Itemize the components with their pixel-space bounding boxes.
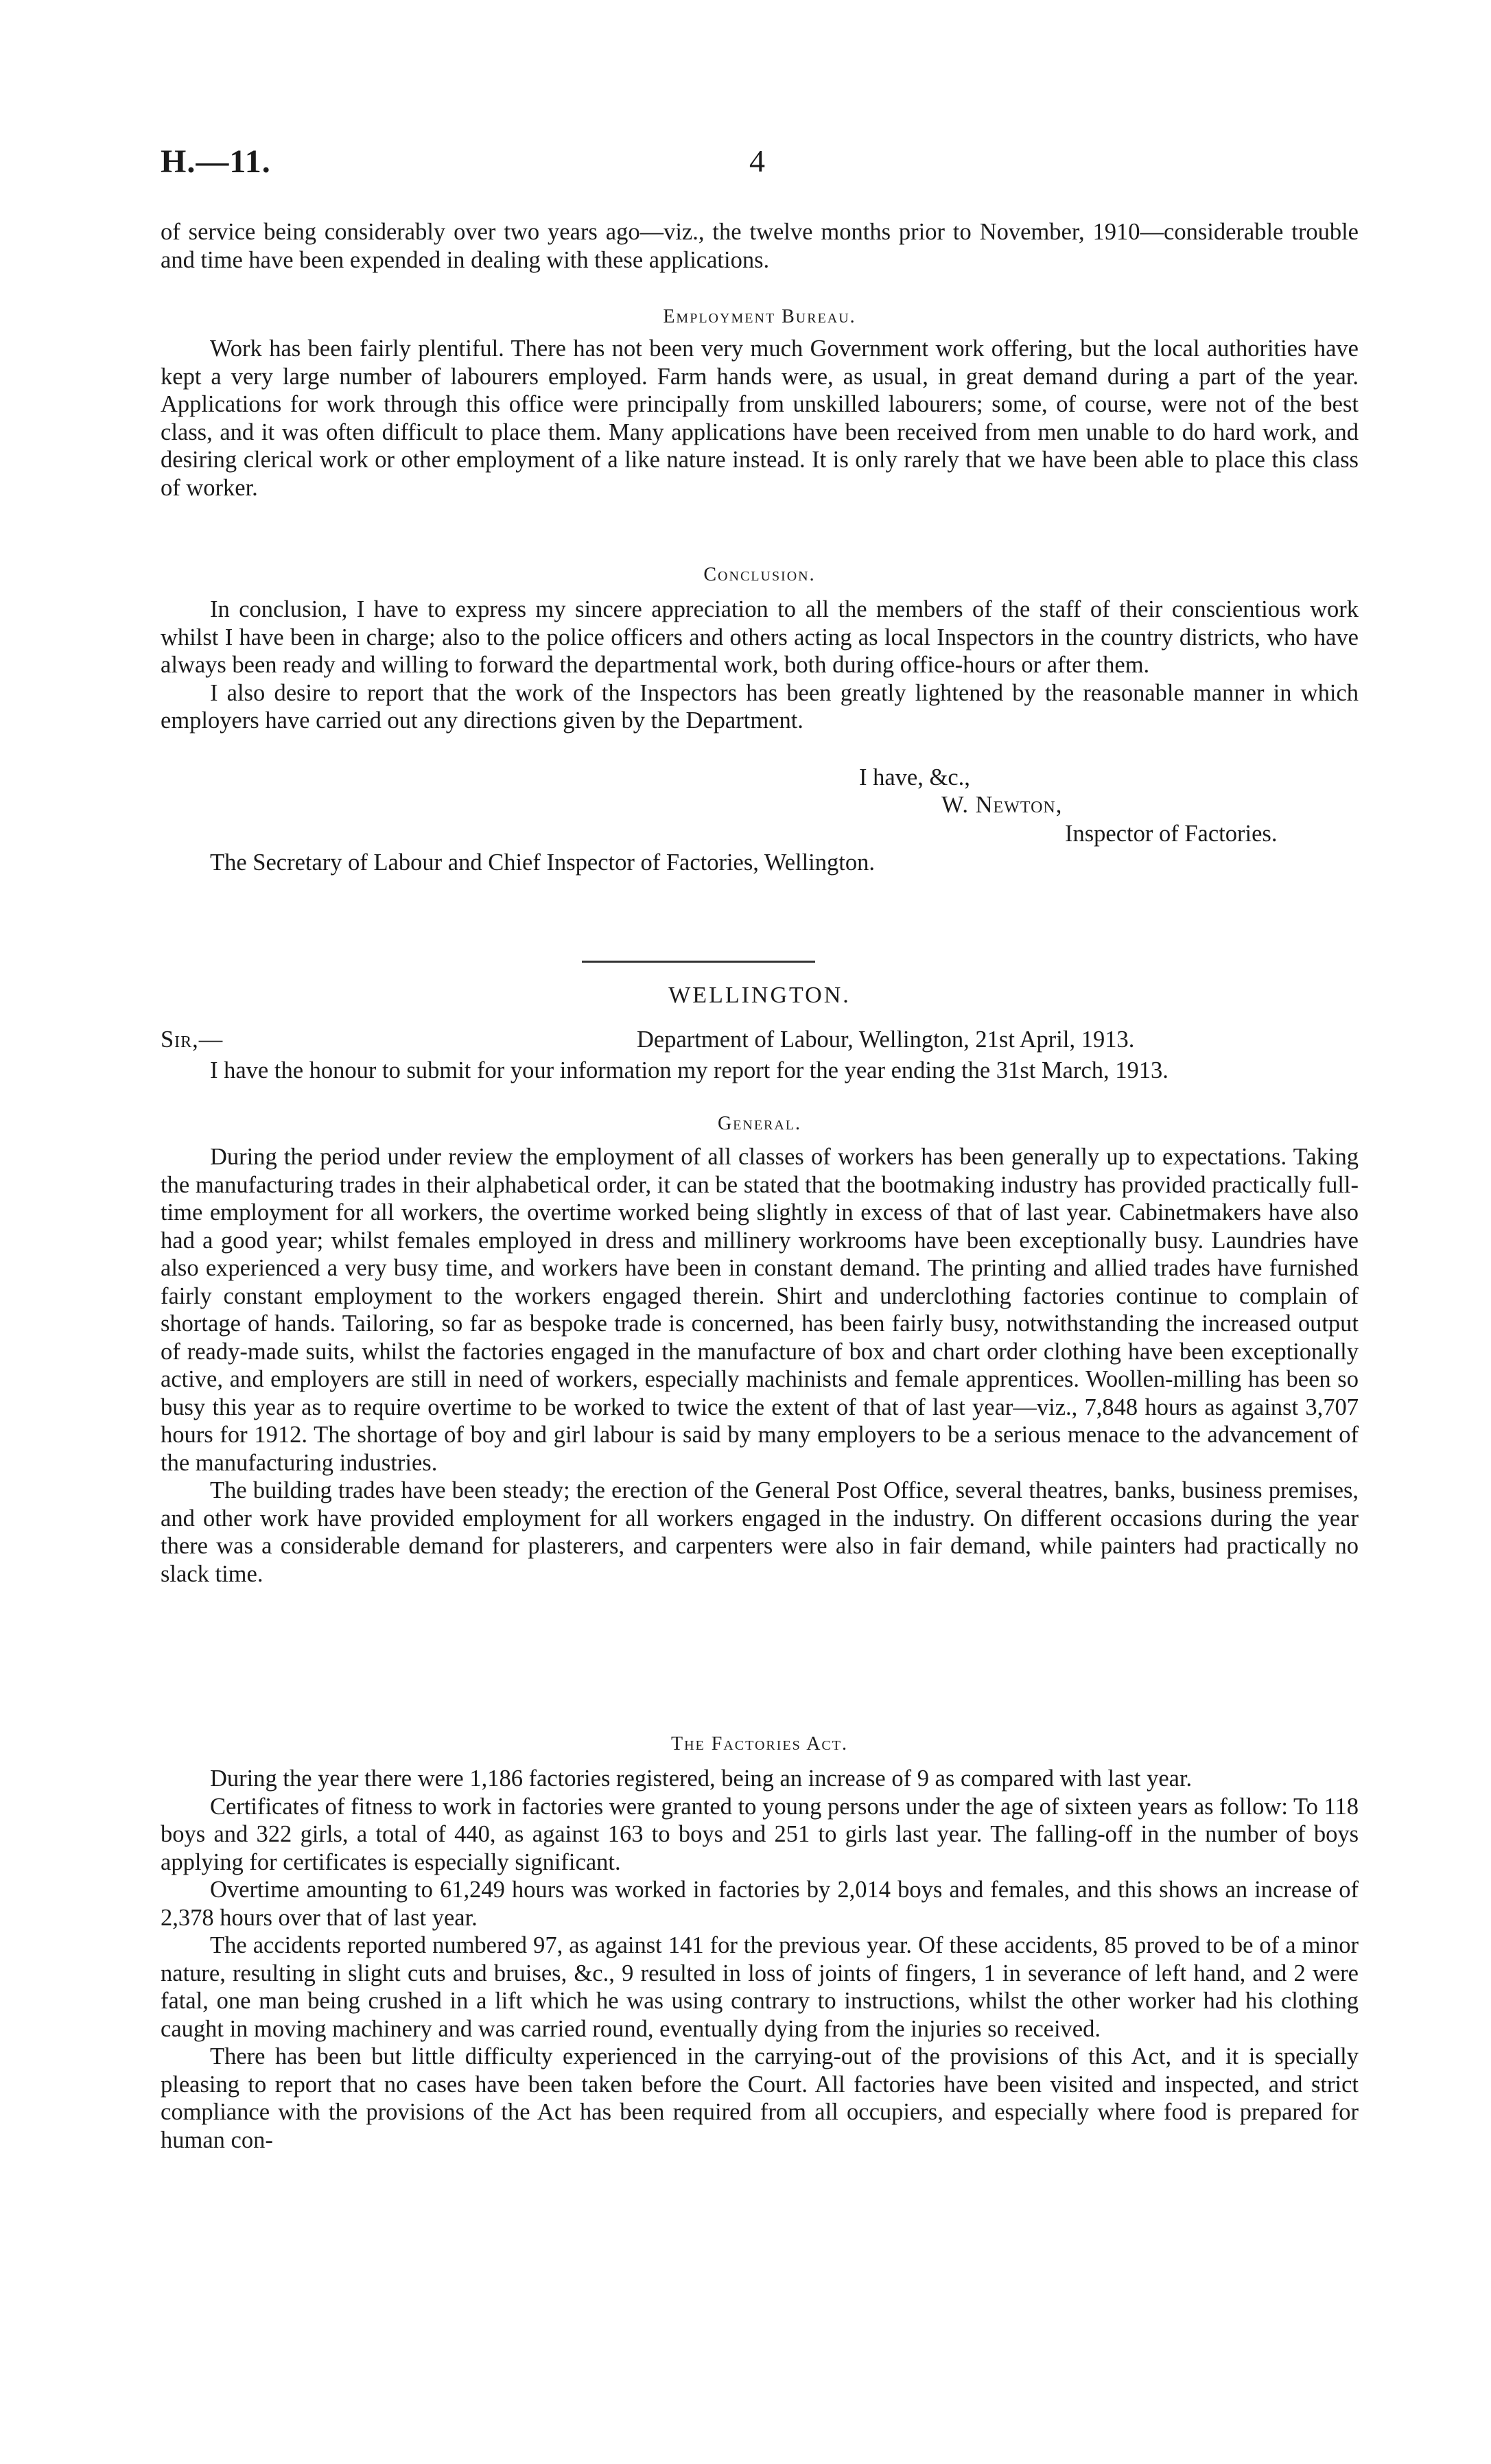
conclusion-paragraph: I also desire to report that the work of the Inspectors has been greatly lightened by the reasonable manner in which employers have carried out any directions given by the Department. — [161, 679, 1359, 734]
factories-paragraph: During the year there were 1,186 factories registered, being an increase of 9 as compared with last year. — [210, 1765, 1193, 1792]
page-number: 4 — [749, 143, 765, 178]
opening-block — [161, 1057, 1359, 1085]
general-paragraph: During the period under review the employment of all classes of workers has been generally up to expectations. Taking the manufacturing trades in their alphabetical order, it can be stated that the bootmaking industry has provided practically full-time employment for all workers, the overtime worked being slightly in excess of that of last year. Cabinetmakers have also had a good year; whilst females employed in dress and millinery workrooms have been exceptionally busy. Laundries have also experienced a very busy time, and workers have been in constant demand. The printing and allied trades have furnished fairly constant employment to the workers engaged therein. Shirt and underclothing factories continue to complain of shortage of hands. Tailoring, so far as bespoke trade is concerned, has been fairly busy, notwithstanding the increased output of ready-made suits, whilst the factories engaged in the manufacture of box and chart order clothing have been exceptionally active, and employers are still in need of workers, especially machinists and female apprentices. Woollen-milling has been so busy this year as to require overtime to be worked to twice the extent of that of last year—viz., 7,848 hours as against 3,707 hours for 1912. The shortage of boy and girl labour is said by many employers to be a serious menace to the advancement of the manufacturing industries. — [161, 1144, 1359, 1476]
employment-bureau-heading: Employment Bureau. — [663, 306, 856, 327]
opening-paragraph: I have the honour to submit for your information my report for the year ending the 31st March, 1913. — [210, 1057, 1169, 1083]
dateline: Department of Labour, Wellington, 21st April, 1913. — [637, 1026, 1135, 1053]
signatory-name: W. Newton, — [941, 792, 1063, 818]
document-reference: H.—11. — [161, 143, 271, 180]
factories-paragraph: There has been but little difficulty experienced in the carrying-out of the provisions of this Act, and it is specially pleasing to report that no cases have been taken before the Court. All factories have been visited and inspected, and strict compliance with the provisions of the Act has been required from all occupiers, and especially where food is prepared for human con- — [161, 2043, 1359, 2153]
sign-off: I have, &c., — [859, 764, 970, 790]
conclusion-paragraph: In conclusion, I have to express my sincere appreciation to all the members of the staff of their conscientious work whilst I have been in charge; also to the police officers and others acting as local Inspectors in the country districts, who have always been ready and willing to forward the departmental work, both during office-hours or after them. — [161, 596, 1359, 678]
salutation: Sir,— — [161, 1026, 224, 1053]
employment-bureau-block — [161, 335, 1359, 502]
factories-act-heading: The Factories Act. — [671, 1733, 848, 1755]
factories-paragraph: The accidents reported numbered 97, as against 141 for the previous year. Of these accidents, 85 proved to be of a minor nature, resulting in slight cuts and bruises, &c., 9 resulted in loss of joints of fingers, 1 in severance of left hand, and 2 were fatal, one man being crushed in a lift which he was using contrary to instructions, whilst the other worker had his clothing caught in moving machinery and was carried round, eventually dying from the injuries so received. — [161, 1932, 1359, 2042]
intro-paragraph-block — [161, 218, 1359, 274]
general-heading: General. — [717, 1113, 802, 1134]
conclusion-block — [161, 596, 1359, 735]
section-divider — [582, 961, 815, 963]
addressee: The Secretary of Labour and Chief Inspector of Factories, Wellington. — [210, 849, 875, 876]
general-paragraph: The building trades have been steady; the erection of the General Post Office, several theatres, banks, business premises, and other work have provided employment for all workers engaged in the industry. On different occasions during the year there was a considerable demand for plasterers, and carpenters were also in fair demand, while painters had practically no slack time. — [161, 1477, 1359, 1587]
conclusion-heading: Conclusion. — [703, 564, 816, 585]
general-block — [161, 1143, 1359, 1588]
signatory-title: Inspector of Factories. — [1065, 821, 1278, 847]
factories-paragraph: Overtime amounting to 61,249 hours was worked in factories by 2,014 boys and females, and this shows an increase of 2,378 hours over that of last year. — [161, 1877, 1359, 1931]
wellington-heading: WELLINGTON. — [668, 983, 851, 1008]
intro-paragraph: of service being considerably over two years ago—viz., the twelve months prior to November, 1910—considerable trouble and time have been expended in dealing with these applications. — [161, 219, 1359, 273]
factories-paragraph: Certificates of fitness to work in factories were granted to young persons under the age of sixteen years as follow: To 118 boys and 322 girls, a total of 440, as against 163 to boys and 251 to girls last year. The falling-off in the number of boys applying for certificates is especially significant. — [161, 1793, 1359, 1875]
factories-act-block — [161, 1765, 1359, 2154]
employment-bureau-paragraph: Work has been fairly plentiful. There has not been very much Government work offering, but the local authorities have kept a very large number of labourers employed. Farm hands were, as usual, in great demand during a part of the year. Applications for work through this office were principally from unskilled labourers; some, of course, were not of the best class, and it was often difficult to place them. Many applications have been received from men unable to do hard work, and desiring clerical work or other employment of a like nature instead. It is only rarely that we have been able to place this class of worker. — [161, 336, 1359, 501]
